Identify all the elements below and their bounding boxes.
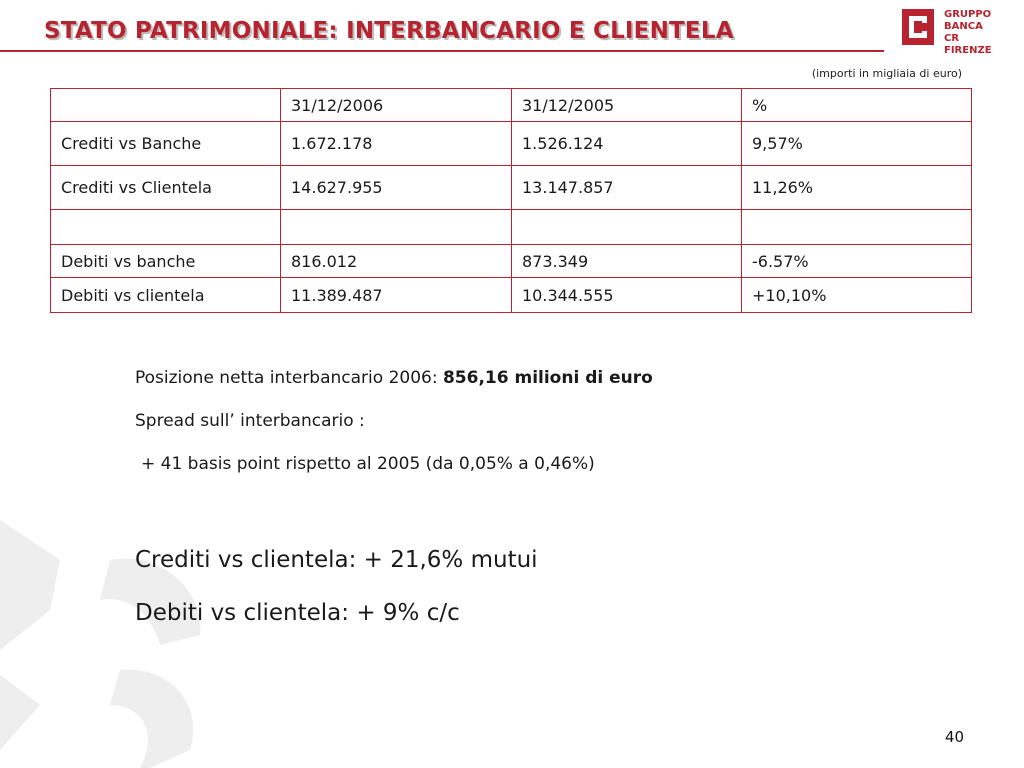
table-cell — [51, 210, 281, 245]
logo-line: BANCA — [944, 21, 983, 32]
balance-table — [50, 88, 972, 313]
table-cell: 13.147.857 — [512, 166, 742, 210]
table-row — [51, 210, 972, 245]
table-cell: 816.012 — [281, 245, 512, 278]
spread-line: Spread sull’ interbancario : — [135, 411, 365, 431]
table-cell: -6.57% — [742, 245, 972, 278]
table-row — [51, 245, 972, 278]
table-cell: 10.344.555 — [512, 278, 742, 313]
table-cell: 11,26% — [742, 166, 972, 210]
table-cell — [742, 210, 972, 245]
table-header-row — [51, 89, 972, 122]
page-number: 40 — [945, 728, 965, 746]
table-cell: 31/12/2006 — [281, 89, 512, 122]
table-cell: Crediti vs Banche — [51, 122, 281, 166]
table-cell: 873.349 — [512, 245, 742, 278]
highlight-debiti: Debiti vs clientela: + 9% c/c — [135, 600, 460, 626]
table-cell: % — [742, 89, 972, 122]
table-cell: Debiti vs clientela — [51, 278, 281, 313]
cr-watermark-icon — [0, 500, 230, 768]
table-cell: 31/12/2005 — [512, 89, 742, 122]
page-title: STATO PATRIMONIALE: INTERBANCARIO E CLIENTELA — [44, 18, 734, 44]
table-cell — [51, 89, 281, 122]
table-cell: 9,57% — [742, 122, 972, 166]
net-position-line — [135, 368, 653, 388]
currency-note: (importi in migliaia di euro) — [811, 67, 962, 80]
table-row — [51, 122, 972, 166]
table-cell: 14.627.955 — [281, 166, 512, 210]
net-position-label: Posizione netta interbancario 2006: — [135, 368, 443, 388]
table-cell: 1.526.124 — [512, 122, 742, 166]
table-cell: Debiti vs banche — [51, 245, 281, 278]
table-cell — [512, 210, 742, 245]
net-position-value: 856,16 milioni di euro — [442, 368, 653, 388]
table-cell — [281, 210, 512, 245]
table-row — [51, 166, 972, 210]
title-rule — [0, 50, 884, 52]
basis-point-line: + 41 basis point rispetto al 2005 (da 0,05% a 0,46%) — [141, 454, 595, 474]
bank-logo — [900, 7, 1010, 56]
table-cell: +10,10% — [742, 278, 972, 313]
logo-line: GRUPPO — [944, 9, 992, 20]
cr-firenze-logo-icon — [900, 7, 936, 47]
highlight-crediti: Crediti vs clientela: + 21,6% mutui — [135, 547, 538, 573]
logo-text — [944, 9, 1010, 57]
table-cell: 1.672.178 — [281, 122, 512, 166]
logo-line: CR FIRENZE — [944, 33, 992, 56]
table-cell: 11.389.487 — [281, 278, 512, 313]
table-cell: Crediti vs Clientela — [51, 166, 281, 210]
table-row — [51, 278, 972, 313]
